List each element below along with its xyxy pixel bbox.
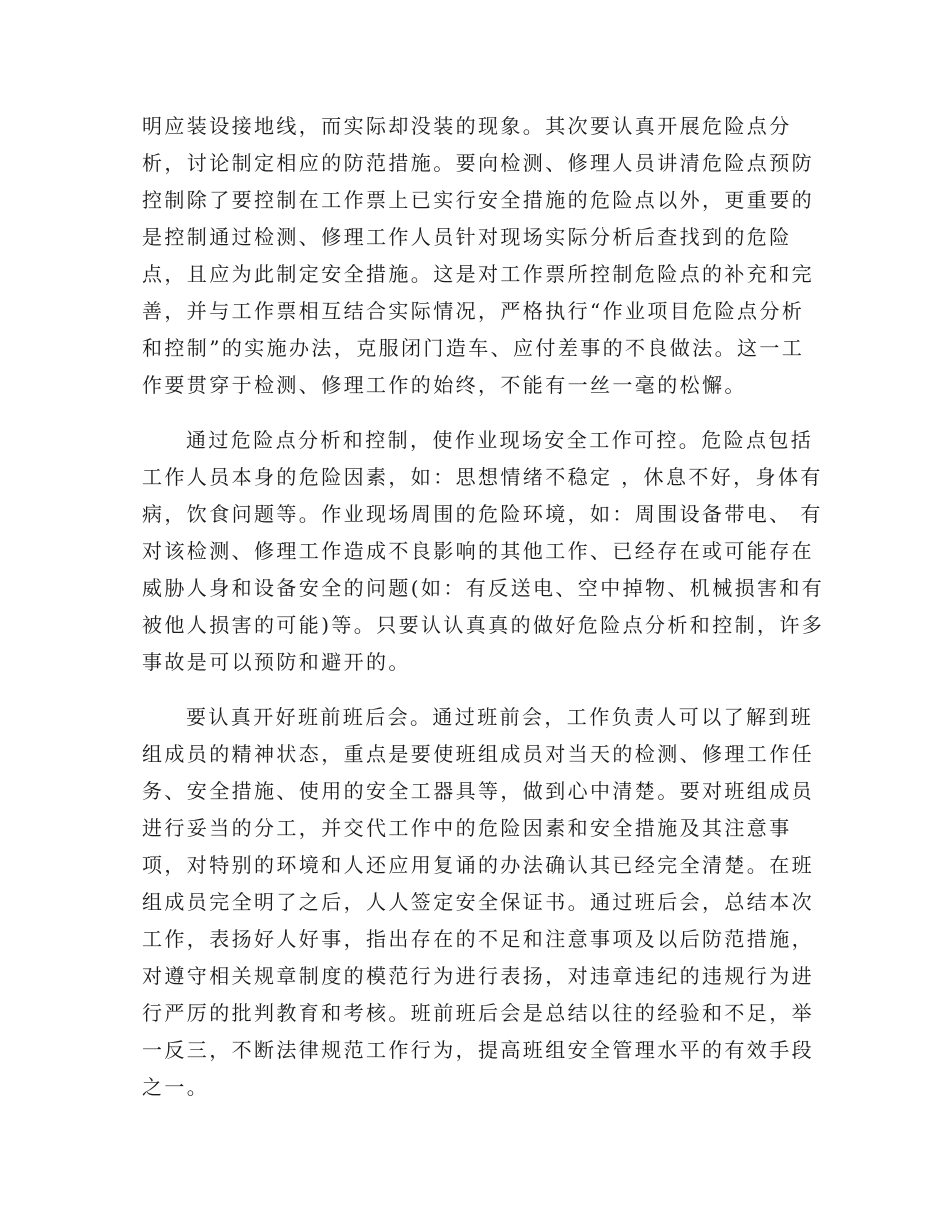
text-line: 和控制”的实施办法，克服闭门造车、应付差事的不良做法。这一工 — [142, 336, 805, 360]
text-line: 威胁人身和设备安全的问题(如：有反送电、空中掉物、机械损害和有 — [142, 576, 825, 600]
text-line: 善，并与工作票相互结合实际情况，严格执行“作业项目危险点分析 — [142, 299, 805, 323]
document-body — [142, 108, 825, 1124]
paragraph-1 — [142, 108, 814, 404]
text-line: 对该检测、修理工作造成不良影响的其他工作、已经存在或可能存在 — [142, 539, 814, 563]
text-line-first: 要认真开好班前班后会。通过班前会，工作负责人可以了解到班 — [186, 705, 814, 729]
text-line: 组成员的精神状态，重点是要使班组成员对当天的检测、修理工作任 — [142, 742, 814, 766]
text-line: 工作，表扬好人好事，指出存在的不足和注意事项及以后防范措施， — [142, 927, 814, 951]
paragraph-2 — [142, 422, 825, 681]
text-line: 组成员完全明了之后，人人签定安全保证书。通过班后会，总结本次 — [142, 890, 814, 914]
text-line: 病，饮食问题等。作业现场周围的危险环境，如：周围设备带电、 有 — [142, 502, 823, 526]
text-line: 事故是可以预防和避开的。 — [142, 650, 411, 674]
text-line: 项，对特别的环境和人还应用复诵的办法确认其已经完全清楚。在班 — [142, 853, 814, 877]
text-line-first: 通过危险点分析和控制，使作业现场安全工作可控。危险点包括 — [186, 428, 814, 452]
paragraph-3 — [142, 699, 814, 1106]
text-line: 一反三，不断法律规范工作行为，提高班组安全管理水平的有效手段 — [142, 1038, 814, 1062]
text-line: 之一。 — [142, 1075, 210, 1099]
text-line: 行严厉的批判教育和考核。班前班后会是总结以往的经验和不足，举 — [142, 1001, 814, 1025]
text-line: 析，讨论制定相应的防范措施。要向检测、修理人员讲清危险点预防 — [142, 151, 814, 175]
text-line: 对遵守相关规章制度的模范行为进行表扬，对违章违纪的违规行为进 — [142, 964, 814, 988]
text-line: 是控制通过检测、修理工作人员针对现场实际分析后查找到的危险 — [142, 225, 792, 249]
text-line: 进行妥当的分工，并交代工作中的危险因素和安全措施及其注意事 — [142, 816, 792, 840]
text-line: 被他人损害的可能)等。只要认认真真的做好危险点分析和控制，许多 — [142, 613, 825, 637]
text-line: 控制除了要控制在工作票上已实行安全措施的危险点以外，更重要的 — [142, 188, 814, 212]
text-line: 务、安全措施、使用的安全工器具等，做到心中清楚。要对班组成员 — [142, 779, 814, 803]
text-line: 点，且应为此制定安全措施。这是对工作票所控制危险点的补充和完 — [142, 262, 814, 286]
text-line: 工作人员本身的危险因素，如：思想情绪不稳定 ，休息不好，身体有 — [142, 465, 823, 489]
text-line: 作要贯穿于检测、修理工作的始终，不能有一丝一毫的松懈。 — [142, 373, 747, 397]
text-line: 明应装设接地线，而实际却没装的现象。其次要认真开展危险点分 — [142, 114, 792, 138]
